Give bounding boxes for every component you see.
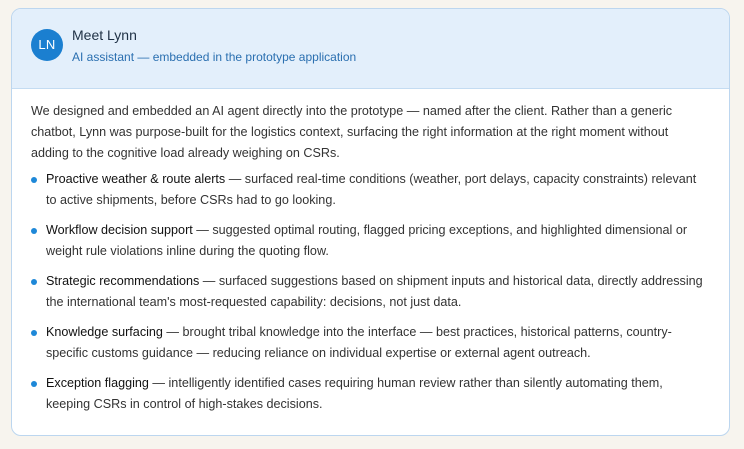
list-item xyxy=(31,322,709,364)
assistant-description: AI assistant — embedded in the prototype application xyxy=(72,50,357,64)
list-item-text: — suggested optimal routing, flagged pricing exceptions, and highlighted dimensional or weight rule violations inline during the quoting flow. xyxy=(46,223,688,258)
list-item-title: Knowledge surfacing xyxy=(46,325,163,339)
list-item-text: — brought tribal knowledge into the interface — best practices, historical patterns, country-specific customs guidance — reducing reliance on individual expertise or external agent outreach. xyxy=(46,325,672,360)
card-body xyxy=(12,89,729,415)
list-item-title: Workflow decision support xyxy=(46,223,193,237)
list-item-title: Strategic recommendations xyxy=(46,274,200,288)
bullet-icon xyxy=(31,279,37,285)
avatar: LN xyxy=(31,29,63,61)
list-item-text: — surfaced real-time conditions (weather, port delays, capacity constraints) relevant to active shipments, before CSRs had to go looking. xyxy=(46,172,697,207)
bullet-icon xyxy=(31,228,37,234)
bullet-icon xyxy=(31,381,37,387)
intro-paragraph: We designed and embedded an AI agent directly into the prototype — named after the client. Rather than a generic chatbot, Lynn was purpose-built for the logistics context, surfacing the right information at the right moment without adding to the cognitive load already weighing on CSRs. xyxy=(31,104,673,160)
list-item-text: — intelligently identified cases requiring human review rather than silently automating them, keeping CSRs in control of high-stakes decisions. xyxy=(46,376,663,411)
assistant-name: Meet Lynn xyxy=(72,27,137,43)
list-item xyxy=(31,169,709,211)
assistant-card xyxy=(11,8,730,436)
bullet-icon xyxy=(31,177,37,183)
list-item-title: Exception flagging xyxy=(46,376,149,390)
list-item xyxy=(31,271,709,313)
card-header xyxy=(12,9,729,89)
list-item-title: Proactive weather & route alerts xyxy=(46,172,226,186)
list-item xyxy=(31,220,709,262)
list-item-text: — surfaced suggestions based on shipment inputs and historical data, directly addressing the international team's most-requested capability: decisions, not just data. xyxy=(46,274,703,309)
bullet-icon xyxy=(31,330,37,336)
capability-list xyxy=(31,169,709,415)
list-item xyxy=(31,373,709,415)
